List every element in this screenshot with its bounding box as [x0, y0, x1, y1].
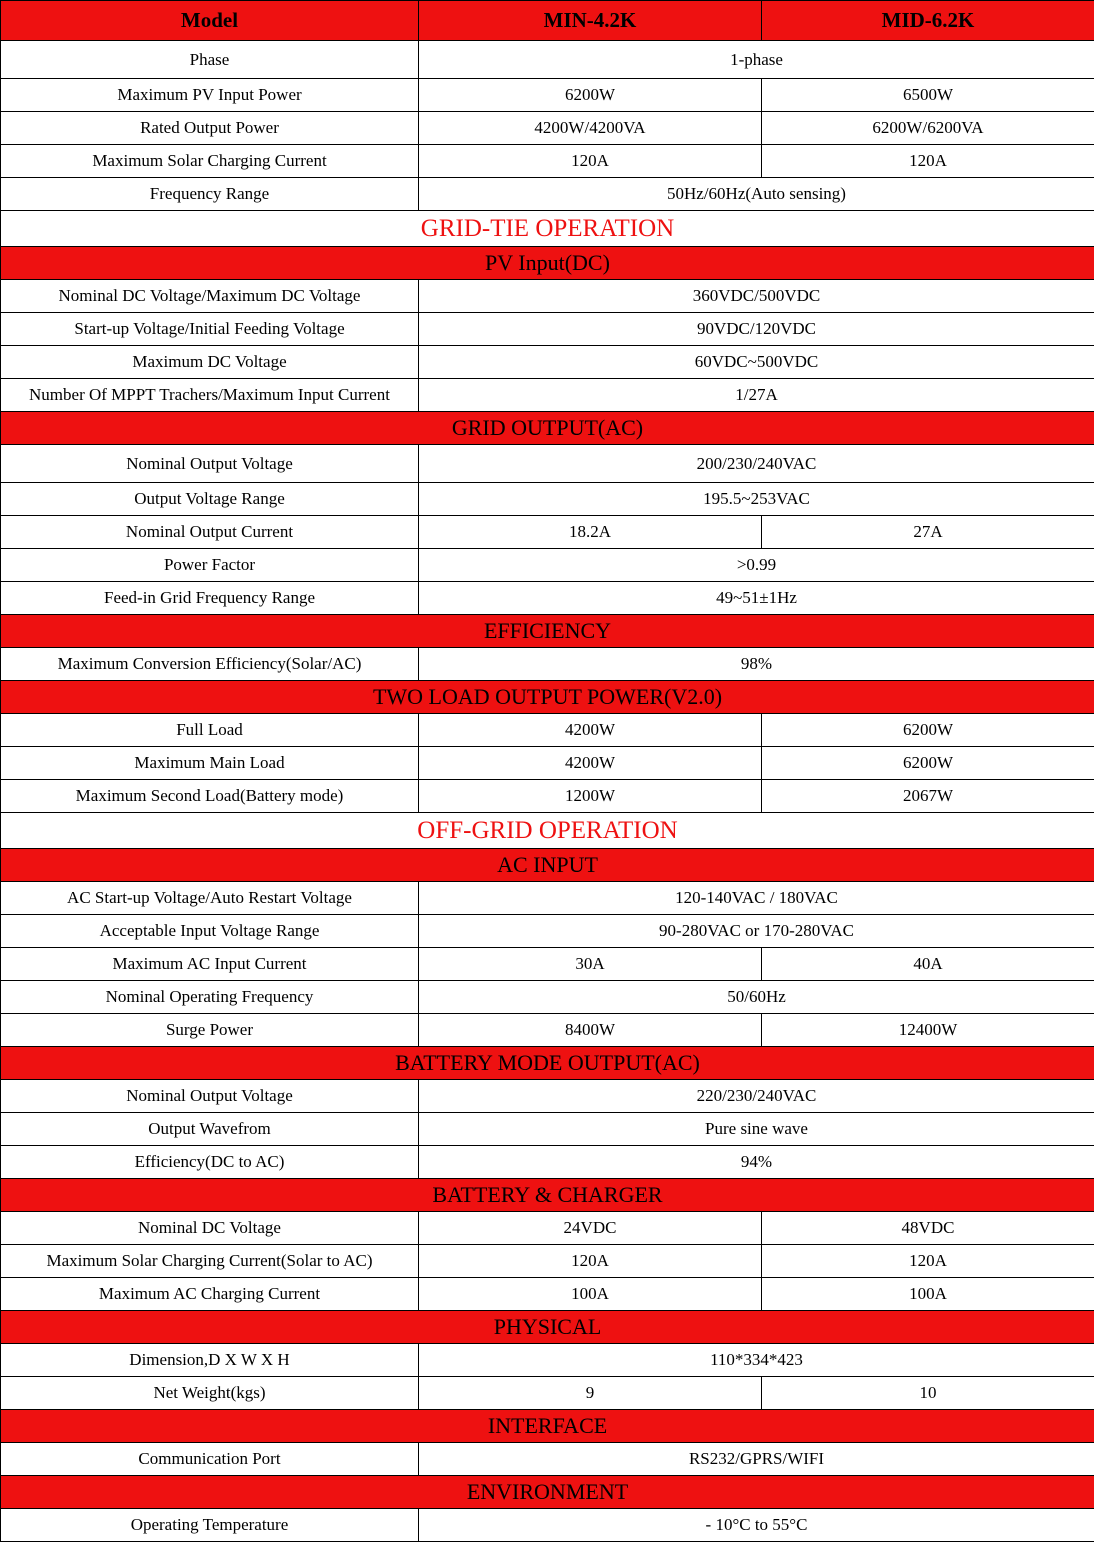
spec-label: Maximum AC Charging Current: [1, 1278, 419, 1311]
spec-label: Maximum Solar Charging Current: [1, 145, 419, 178]
spec-label: Full Load: [1, 714, 419, 747]
spec-value-1: 4200W: [419, 714, 762, 747]
spec-value-2: 6200W: [762, 714, 1094, 747]
spec-label: Surge Power: [1, 1014, 419, 1047]
spec-value-2: 2067W: [762, 780, 1094, 813]
section-heading: GRID OUTPUT(AC): [1, 412, 1094, 445]
spec-label: Maximum DC Voltage: [1, 346, 419, 379]
spec-value-1: 24VDC: [419, 1212, 762, 1245]
section-heading: PHYSICAL: [1, 1311, 1094, 1344]
spec-value: 90VDC/120VDC: [419, 313, 1094, 346]
spec-value: 94%: [419, 1146, 1094, 1179]
spec-label: Frequency Range: [1, 178, 419, 211]
spec-value: - 10°C to 55°C: [419, 1509, 1094, 1542]
spec-row: [1, 780, 1094, 813]
spec-value-2: 120A: [762, 1245, 1094, 1278]
spec-row: [1, 379, 1094, 412]
spec-label: Dimension,D X W X H: [1, 1344, 419, 1377]
spec-value: 360VDC/500VDC: [419, 280, 1094, 313]
spec-label: Output Wavefrom: [1, 1113, 419, 1146]
spec-value-1: 1200W: [419, 780, 762, 813]
spec-row: [1, 882, 1094, 915]
spec-row: [1, 483, 1094, 516]
spec-label: Maximum AC Input Current: [1, 948, 419, 981]
spec-value-1: 120A: [419, 145, 762, 178]
spec-label: Efficiency(DC to AC): [1, 1146, 419, 1179]
spec-value-1: 30A: [419, 948, 762, 981]
section-heading-row: [1, 1476, 1094, 1509]
spec-label: Nominal Output Voltage: [1, 445, 419, 483]
spec-value: 1/27A: [419, 379, 1094, 412]
spec-row: [1, 582, 1094, 615]
spec-value: 220/230/240VAC: [419, 1080, 1094, 1113]
section-heading-row: [1, 1410, 1094, 1443]
spec-row: [1, 112, 1094, 145]
spec-value: RS232/GPRS/WIFI: [419, 1443, 1094, 1476]
spec-row: [1, 915, 1094, 948]
spec-row: [1, 346, 1094, 379]
spec-row: [1, 1443, 1094, 1476]
spec-row: [1, 1080, 1094, 1113]
spec-value-2: 12400W: [762, 1014, 1094, 1047]
spec-value-2: 27A: [762, 516, 1094, 549]
spec-value-1: 6200W: [419, 79, 762, 112]
header-model-2: MID-6.2K: [762, 1, 1094, 41]
spec-value: 195.5~253VAC: [419, 483, 1094, 516]
spec-value-2: 100A: [762, 1278, 1094, 1311]
spec-row: [1, 445, 1094, 483]
header-model: Model: [1, 1, 419, 41]
section-heading-row: [1, 1179, 1094, 1212]
spec-label: Acceptable Input Voltage Range: [1, 915, 419, 948]
spec-label: Nominal Output Current: [1, 516, 419, 549]
spec-row: [1, 1245, 1094, 1278]
spec-value-1: 9: [419, 1377, 762, 1410]
section-heading: ENVIRONMENT: [1, 1476, 1094, 1509]
spec-value: 50/60Hz: [419, 981, 1094, 1014]
spec-row: [1, 1278, 1094, 1311]
spec-label: Output Voltage Range: [1, 483, 419, 516]
spec-value-2: 10: [762, 1377, 1094, 1410]
spec-value: 50Hz/60Hz(Auto sensing): [419, 178, 1094, 211]
spec-label: Nominal Operating Frequency: [1, 981, 419, 1014]
spec-value: 98%: [419, 648, 1094, 681]
spec-label: Start-up Voltage/Initial Feeding Voltage: [1, 313, 419, 346]
header-row: [1, 1, 1094, 41]
spec-row: [1, 1113, 1094, 1146]
operation-heading-row: [1, 813, 1094, 849]
spec-row: [1, 549, 1094, 582]
spec-label: Nominal DC Voltage/Maximum DC Voltage: [1, 280, 419, 313]
spec-row: [1, 313, 1094, 346]
spec-value-1: 4200W: [419, 747, 762, 780]
spec-value-2: 6500W: [762, 79, 1094, 112]
spec-label: Phase: [1, 41, 419, 79]
spec-value: 1-phase: [419, 41, 1094, 79]
section-heading: BATTERY & CHARGER: [1, 1179, 1094, 1212]
spec-row: [1, 1212, 1094, 1245]
spec-row: [1, 516, 1094, 549]
section-heading-row: [1, 1311, 1094, 1344]
spec-label: Rated Output Power: [1, 112, 419, 145]
spec-label: Communication Port: [1, 1443, 419, 1476]
operation-heading-row: [1, 211, 1094, 247]
spec-row: [1, 79, 1094, 112]
spec-value-1: 8400W: [419, 1014, 762, 1047]
spec-row: [1, 747, 1094, 780]
spec-value-2: 6200W: [762, 747, 1094, 780]
spec-row: [1, 145, 1094, 178]
spec-row: [1, 1377, 1094, 1410]
spec-value: 110*334*423: [419, 1344, 1094, 1377]
spec-row: [1, 41, 1094, 79]
spec-value-2: 6200W/6200VA: [762, 112, 1094, 145]
spec-value: >0.99: [419, 549, 1094, 582]
section-heading-row: [1, 681, 1094, 714]
spec-value: 49~51±1Hz: [419, 582, 1094, 615]
spec-value: 120-140VAC / 180VAC: [419, 882, 1094, 915]
spec-value-1: 100A: [419, 1278, 762, 1311]
spec-value-1: 4200W/4200VA: [419, 112, 762, 145]
section-heading-row: [1, 615, 1094, 648]
spec-value-1: 18.2A: [419, 516, 762, 549]
spec-label: Feed-in Grid Frequency Range: [1, 582, 419, 615]
section-heading-row: [1, 412, 1094, 445]
spec-row: [1, 981, 1094, 1014]
spec-label: Power Factor: [1, 549, 419, 582]
spec-value: Pure sine wave: [419, 1113, 1094, 1146]
spec-label: Number Of MPPT Trachers/Maximum Input Current: [1, 379, 419, 412]
spec-row: [1, 948, 1094, 981]
spec-label: Maximum Conversion Efficiency(Solar/AC): [1, 648, 419, 681]
spec-row: [1, 1014, 1094, 1047]
spec-value: 200/230/240VAC: [419, 445, 1094, 483]
spec-row: [1, 1344, 1094, 1377]
header-model-1: MIN-4.2K: [419, 1, 762, 41]
spec-value-2: 48VDC: [762, 1212, 1094, 1245]
section-heading: INTERFACE: [1, 1410, 1094, 1443]
spec-label: Operating Temperature: [1, 1509, 419, 1542]
spec-row: [1, 178, 1094, 211]
section-heading: BATTERY MODE OUTPUT(AC): [1, 1047, 1094, 1080]
section-heading-row: [1, 849, 1094, 882]
spec-row: [1, 280, 1094, 313]
spec-value: 90-280VAC or 170-280VAC: [419, 915, 1094, 948]
spec-label: Nominal Output Voltage: [1, 1080, 419, 1113]
spec-value-2: 120A: [762, 145, 1094, 178]
section-heading: TWO LOAD OUTPUT POWER(V2.0): [1, 681, 1094, 714]
spec-row: [1, 648, 1094, 681]
spec-value: 60VDC~500VDC: [419, 346, 1094, 379]
spec-label: Nominal DC Voltage: [1, 1212, 419, 1245]
operation-heading: GRID-TIE OPERATION: [1, 211, 1094, 247]
spec-value-2: 40A: [762, 948, 1094, 981]
spec-label: Maximum Solar Charging Current(Solar to AC): [1, 1245, 419, 1278]
section-heading-row: [1, 247, 1094, 280]
spec-label: Maximum Main Load: [1, 747, 419, 780]
section-heading-row: [1, 1047, 1094, 1080]
operation-heading: OFF-GRID OPERATION: [1, 813, 1094, 849]
section-heading: AC INPUT: [1, 849, 1094, 882]
spec-label: Maximum PV Input Power: [1, 79, 419, 112]
spec-label: Maximum Second Load(Battery mode): [1, 780, 419, 813]
section-heading: PV Input(DC): [1, 247, 1094, 280]
spec-row: [1, 1146, 1094, 1179]
spec-label: AC Start-up Voltage/Auto Restart Voltage: [1, 882, 419, 915]
spec-label: Net Weight(kgs): [1, 1377, 419, 1410]
spec-row: [1, 1509, 1094, 1542]
section-heading: EFFICIENCY: [1, 615, 1094, 648]
spec-row: [1, 714, 1094, 747]
spec-value-1: 120A: [419, 1245, 762, 1278]
